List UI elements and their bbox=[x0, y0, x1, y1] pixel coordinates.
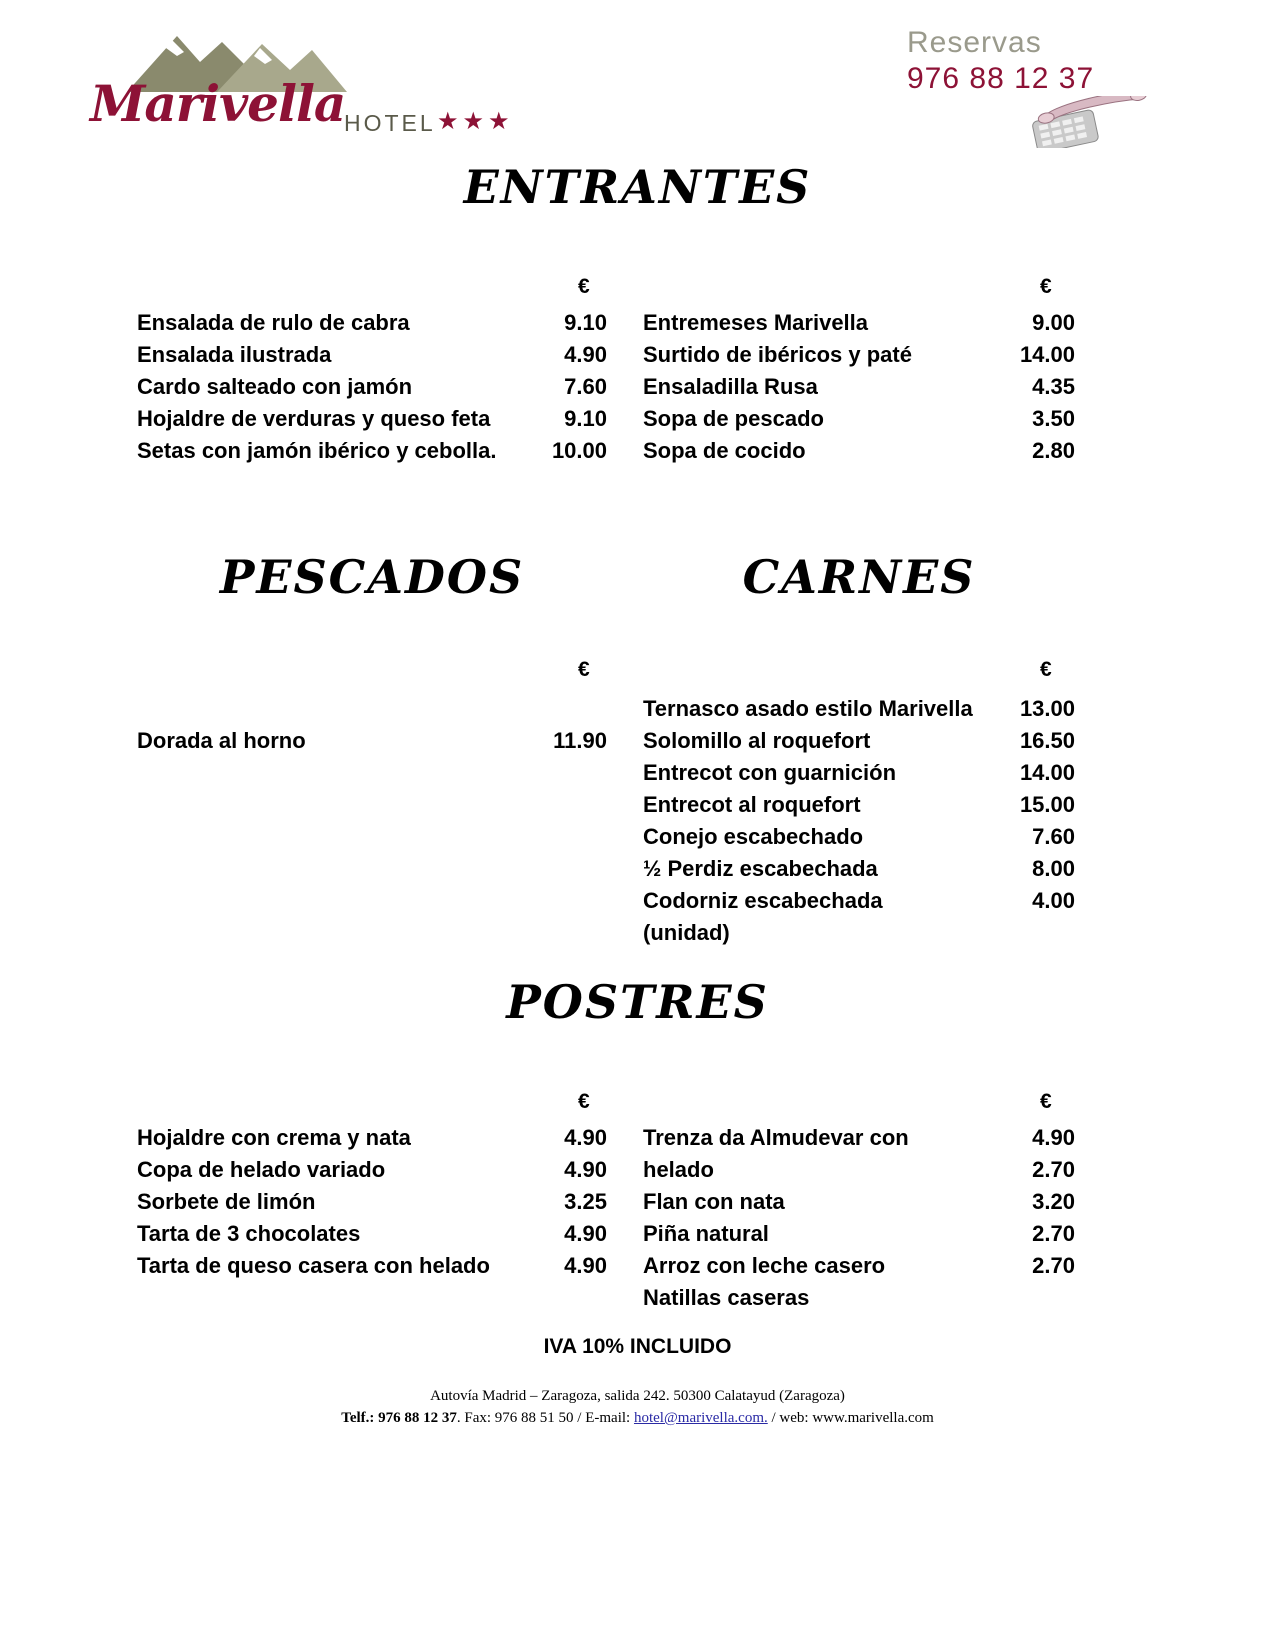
table-row bbox=[643, 1186, 1075, 1218]
menu-item-price: 13.00 bbox=[1019, 696, 1075, 721]
menu-item-name: Tarta de queso casera con helado bbox=[137, 1253, 490, 1278]
menu-item-price: 4.90 bbox=[564, 1253, 607, 1278]
menu-item-price: 7.60 bbox=[564, 374, 607, 399]
table-row bbox=[643, 1122, 1075, 1154]
table-row bbox=[643, 371, 1075, 403]
footer-web: / web: www.marivella.com bbox=[767, 1410, 934, 1426]
menu-item-price: 9.00 bbox=[1032, 310, 1075, 335]
section-title-postres: POSTRES bbox=[506, 975, 769, 1029]
menu-item-price: 9.10 bbox=[564, 310, 607, 335]
euro-symbol-entrantes-right: € bbox=[1040, 275, 1052, 298]
footer-contact-line bbox=[0, 1407, 1275, 1429]
menu-item-name: Tarta de 3 chocolates bbox=[137, 1221, 361, 1246]
menu-item-price: 4.90 bbox=[564, 342, 607, 367]
section-title-pescados: PESCADOS bbox=[219, 550, 525, 604]
euro-symbol-postres-right: € bbox=[1040, 1090, 1052, 1113]
menu-item-price: 4.90 bbox=[564, 1157, 607, 1182]
reservations-block bbox=[907, 26, 1167, 96]
table-row bbox=[643, 821, 1075, 853]
table-row bbox=[643, 757, 1075, 789]
table-row bbox=[643, 403, 1075, 435]
table-row bbox=[137, 435, 607, 467]
menu-item-name: Flan con nata bbox=[643, 1189, 785, 1214]
table-row bbox=[643, 725, 1075, 757]
table-row bbox=[643, 435, 1075, 467]
menu-item-price: 8.00 bbox=[1032, 856, 1075, 881]
carnes-table bbox=[643, 693, 1075, 949]
telephone-icon bbox=[1015, 96, 1165, 148]
table-row bbox=[137, 371, 607, 403]
table-row bbox=[643, 789, 1075, 821]
menu-item-price: 2.70 bbox=[1032, 1253, 1075, 1278]
menu-item-name: Codorniz escabechada bbox=[643, 888, 883, 913]
footer-fax-email-label: . Fax: 976 88 51 50 / E-mail: bbox=[456, 1410, 634, 1426]
menu-item-price: 2.70 bbox=[1032, 1157, 1075, 1182]
menu-item-price: 2.80 bbox=[1032, 438, 1075, 463]
footer-telephone: Telf.: 976 88 12 37 bbox=[341, 1410, 457, 1426]
menu-item-price: 4.35 bbox=[1032, 374, 1075, 399]
table-row bbox=[137, 1154, 607, 1186]
menu-item-price: 2.70 bbox=[1032, 1221, 1075, 1246]
table-row bbox=[137, 725, 607, 757]
page-header bbox=[0, 0, 1275, 150]
menu-item-name: (unidad) bbox=[643, 920, 730, 945]
menu-item-name: Sopa de cocido bbox=[643, 438, 806, 463]
table-row bbox=[643, 885, 1075, 917]
menu-item-name: Entremeses Marivella bbox=[643, 310, 869, 335]
table-row bbox=[643, 917, 1075, 949]
menu-item-price: 4.90 bbox=[564, 1221, 607, 1246]
table-row bbox=[643, 853, 1075, 885]
menu-item-name: Ensalada de rulo de cabra bbox=[137, 310, 410, 335]
logo-wordmark: Marivella bbox=[90, 74, 346, 133]
menu-item-name: Dorada al horno bbox=[137, 728, 306, 753]
menu-item-name: Arroz con leche casero bbox=[643, 1253, 886, 1278]
table-row bbox=[643, 339, 1075, 371]
menu-item-price: 4.90 bbox=[564, 1125, 607, 1150]
euro-symbol-entrantes-left: € bbox=[578, 275, 590, 298]
table-row bbox=[137, 1186, 607, 1218]
menu-item-price: 15.00 bbox=[1019, 792, 1075, 817]
entrantes-left-table bbox=[137, 307, 607, 467]
pescados-table bbox=[137, 725, 607, 757]
table-row bbox=[643, 1218, 1075, 1250]
footer-email-link[interactable]: hotel@marivella.com. bbox=[633, 1410, 768, 1426]
menu-item-price: 7.60 bbox=[1032, 824, 1075, 849]
menu-item-name: Cardo salteado con jamón bbox=[137, 374, 413, 399]
table-row bbox=[137, 1250, 607, 1282]
menu-item-name: Ensaladilla Rusa bbox=[643, 374, 818, 399]
table-row bbox=[643, 1282, 1075, 1314]
menu-item-price: 16.50 bbox=[1019, 728, 1075, 753]
section-title-carnes: CARNES bbox=[742, 550, 976, 604]
postres-left-table bbox=[137, 1122, 607, 1282]
table-row bbox=[137, 1122, 607, 1154]
menu-item-name: Sorbete de limón bbox=[137, 1189, 316, 1214]
menu-item-name: ½ Perdiz escabechada bbox=[643, 856, 878, 881]
postres-right-table bbox=[643, 1122, 1075, 1314]
table-row bbox=[643, 307, 1075, 339]
menu-item-name: Hojaldre con crema y nata bbox=[137, 1125, 411, 1150]
menu-item-price: 11.90 bbox=[553, 728, 607, 753]
menu-item-name: Entrecot al roquefort bbox=[643, 792, 861, 817]
menu-item-name: Trenza da Almudevar con bbox=[643, 1125, 909, 1150]
menu-item-name: helado bbox=[643, 1157, 714, 1182]
vat-notice: IVA 10% INCLUIDO bbox=[543, 1335, 732, 1358]
table-row bbox=[643, 693, 1075, 725]
menu-item-name: Setas con jamón ibérico y cebolla. bbox=[137, 438, 497, 463]
footer-address: Autovía Madrid – Zaragoza, salida 242. 50300 Calatayud (Zaragoza) bbox=[430, 1388, 845, 1404]
menu-item-price: 4.00 bbox=[1032, 888, 1075, 913]
menu-item-name: Natillas caseras bbox=[643, 1285, 810, 1310]
menu-item-name: Copa de helado variado bbox=[137, 1157, 386, 1182]
menu-item-name: Ensalada ilustrada bbox=[137, 342, 332, 367]
logo-hotel-text: HOTEL bbox=[344, 110, 436, 136]
menu-item-price bbox=[1015, 1282, 1075, 1314]
menu-item-name: Piña natural bbox=[643, 1221, 769, 1246]
table-row bbox=[643, 1154, 1075, 1186]
menu-item-price: 14.00 bbox=[1019, 342, 1075, 367]
euro-symbol-postres-left: € bbox=[578, 1090, 590, 1113]
menu-item-price: 4.90 bbox=[1032, 1125, 1075, 1150]
table-row bbox=[137, 1218, 607, 1250]
menu-item-name: Conejo escabechado bbox=[643, 824, 864, 849]
menu-item-name: Solomillo al roquefort bbox=[643, 728, 871, 753]
footer-contact bbox=[0, 1385, 1275, 1429]
reservations-label: Reservas bbox=[907, 26, 1042, 59]
menu-item-name: Entrecot con guarnición bbox=[643, 760, 897, 785]
table-row bbox=[643, 1250, 1075, 1282]
menu-item-price bbox=[1013, 917, 1075, 949]
table-row bbox=[137, 339, 607, 371]
menu-item-name: Sopa de pescado bbox=[643, 406, 824, 431]
menu-item-name: Surtido de ibéricos y paté bbox=[643, 342, 912, 367]
hotel-logo bbox=[82, 22, 602, 142]
menu-item-name: Hojaldre de verduras y queso feta bbox=[137, 406, 491, 431]
menu-item-price: 3.50 bbox=[1032, 406, 1075, 431]
entrantes-right-table bbox=[643, 307, 1075, 467]
table-row bbox=[137, 403, 607, 435]
logo-stars: ★★★ bbox=[437, 108, 514, 135]
menu-item-price: 10.00 bbox=[551, 438, 607, 463]
section-title-entrantes: ENTRANTES bbox=[463, 160, 812, 214]
menu-item-price: 9.10 bbox=[564, 406, 607, 431]
menu-item-name: Ternasco asado estilo Marivella bbox=[643, 696, 973, 721]
menu-item-price: 3.20 bbox=[1032, 1189, 1075, 1214]
euro-symbol-pescados: € bbox=[578, 658, 590, 681]
menu-item-price: 3.25 bbox=[564, 1189, 607, 1214]
reservations-phone: 976 88 12 37 bbox=[907, 62, 1095, 95]
table-row bbox=[137, 307, 607, 339]
menu-item-price: 14.00 bbox=[1019, 760, 1075, 785]
euro-symbol-carnes: € bbox=[1040, 658, 1052, 681]
